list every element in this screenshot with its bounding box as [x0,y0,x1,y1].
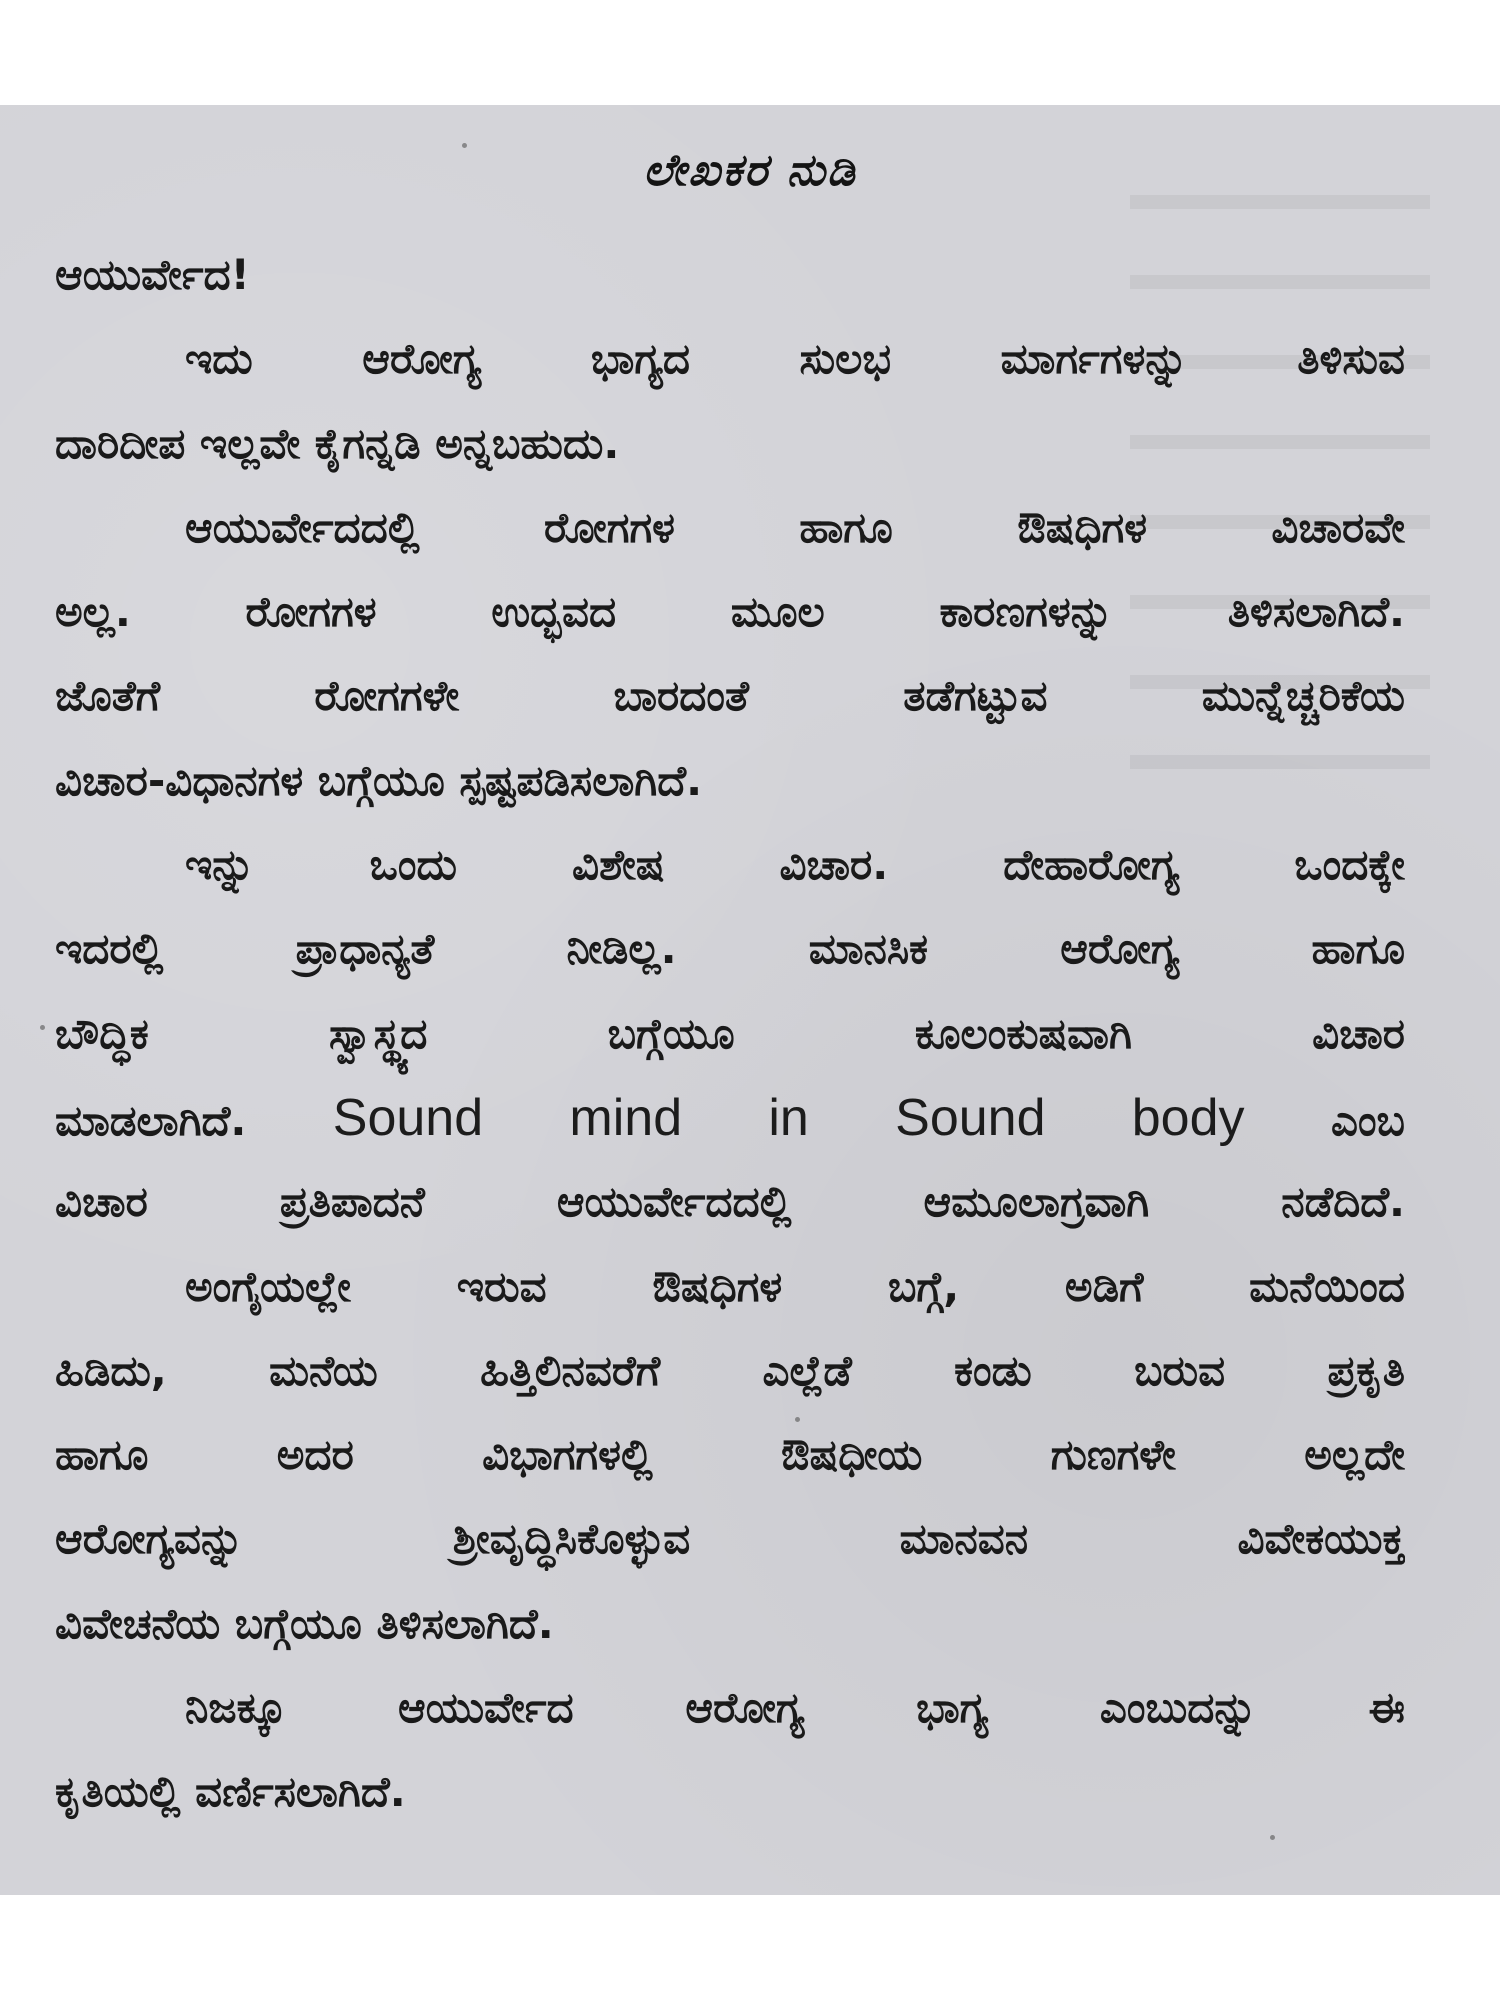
text-line: ಆಯುರ್ವೇದದಲ್ಲಿ ರೋಗಗಳ ಹಾಗೂ ಔಷಧಿಗಳ ವಿಚಾರವೇ [185,502,1405,552]
text-line: ವಿಚಾರ-ವಿಧಾನಗಳ ಬಗ್ಗೆಯೂ ಸ್ಪಷ್ಟಪಡಿಸಲಾಗಿದೆ. [55,755,703,805]
preface-body [55,233,1405,1835]
print-speck [40,1025,45,1030]
text-line: ವಿಚಾರ ಪ್ರತಿಪಾದನೆ ಆಯುರ್ವೇದದಲ್ಲಿ ಆಮೂಲಾಗ್ರವಾಗಿ ನಡೆದಿದೆ. [55,1177,1405,1227]
text-line: ಅಂಗೈಯಲ್ಲೇ ಇರುವ ಔಷಧಿಗಳ ಬಗ್ಗೆ, ಅಡಿಗೆ ಮನೆಯಿಂದ [185,1261,1405,1311]
text-line: ವಿವೇಚನೆಯ ಬಗ್ಗೆಯೂ ತಿಳಿಸಲಾಗಿದೆ. [55,1598,554,1648]
text-line: ಹಿಡಿದು, ಮನೆಯ ಹಿತ್ತಿಲಿನವರೆಗೆ ಎಲ್ಲೆಡೆ ಕಂಡು ಬರುವ ಪ್ರಕೃತಿ [55,1345,1405,1395]
print-speck [462,143,467,148]
text-line: ಹಾಗೂ ಅದರ ವಿಭಾಗಗಳಲ್ಲಿ ಔಷಧೀಯ ಗುಣಗಳೇ ಅಲ್ಲದೇ [55,1430,1405,1480]
text-line: ಆರೋಗ್ಯವನ್ನು ಶ್ರೀವೃದ್ಧಿಸಿಕೊಳ್ಳುವ ಮಾನವನ ವಿವೇಕಯುಕ್ತ [55,1514,1405,1564]
text-line: ದಾರಿದೀಪ ಇಲ್ಲವೇ ಕೈಗನ್ನಡಿ ಅನ್ನಬಹುದು. [55,418,620,468]
scanned-page [0,105,1500,1895]
mixed-line-start: ಮಾಡಲಾಗಿದೆ. [55,1095,247,1145]
print-speck [795,1417,800,1422]
mixed-language-line [55,1076,1405,1160]
text-line: ಕೃತಿಯಲ್ಲಿ ವರ್ಣಿಸಲಾಗಿದೆ. [55,1767,406,1817]
mixed-line-end: ಎಂಬ [1330,1095,1405,1145]
text-line: ಇನ್ನು ಒಂದು ವಿಶೇಷ ವಿಚಾರ. ದೇಹಾರೋಗ್ಯ ಒಂದಕ್ಕೇ [185,840,1405,890]
text-line: ನಿಜಕ್ಕೂ ಆಯುರ್ವೇದ ಆರೋಗ್ಯ ಭಾಗ್ಯ ಎಂಬುದನ್ನು ಈ [185,1683,1405,1733]
text-line: ಇದರಲ್ಲಿ ಪ್ರಾಧಾನ್ಯತೆ ನೀಡಿಲ್ಲ. ಮಾನಸಿಕ ಆರೋಗ್ಯ ಹಾಗೂ [55,924,1405,974]
text-line: ಜೊತೆಗೆ ರೋಗಗಳೇ ಬಾರದಂತೆ ತಡೆಗಟ್ಟುವ ಮುನ್ನೆಚ್ಚರಿಕೆಯ [55,671,1405,721]
page-heading: ಲೇಖಕರ ನುಡಿ [643,145,857,196]
text-line: ಅಲ್ಲ. ರೋಗಗಳ ಉದ್ಭವದ ಮೂಲ ಕಾರಣಗಳನ್ನು ತಿಳಿಸಲಾಗಿದೆ. [55,587,1405,637]
print-speck [1270,1835,1275,1840]
english-phrase: Sound mind in Sound body [332,1088,1245,1147]
text-line: ಆಯುರ್ವೇದ! [55,250,250,299]
text-line: ಬೌದ್ಧಿಕ ಸ್ವಾಸ್ಥ್ಯದ ಬಗ್ಗೆಯೂ ಕೂಲಂಕುಷವಾಗಿ ವಿಚಾರ [55,1008,1405,1058]
text-line: ಇದು ಆರೋಗ್ಯ ಭಾಗ್ಯದ ಸುಲಭ ಮಾರ್ಗಗಳನ್ನು ತಿಳಿಸುವ [185,334,1405,384]
